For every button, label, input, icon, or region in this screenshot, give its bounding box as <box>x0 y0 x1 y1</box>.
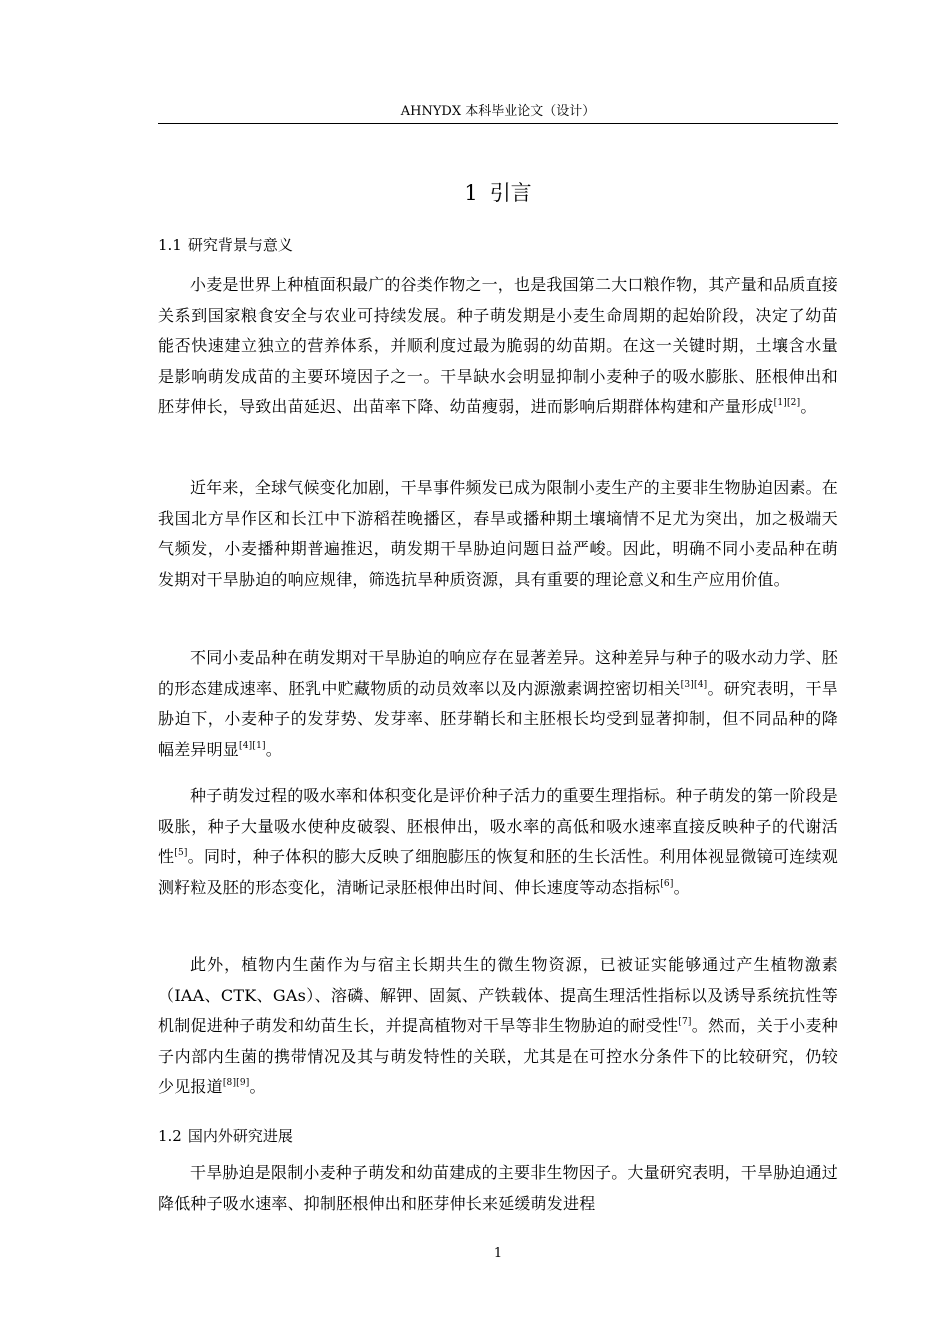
paragraph-text: 不同小麦品种在萌发期对干旱胁迫的响应存在显著差异。这种差异与种子的吸水动力学、胚的形态建成速率、胚乳中贮藏物质的动员效率以及内源激素调控密切相关 <box>158 648 839 698</box>
citation: [4][1] <box>239 740 266 751</box>
paragraph-text: 种子萌发过程的吸水率和体积变化是评价种子活力的重要生理指标。种子萌发的第一阶段是吸胀，种子大量吸水使种皮破裂、胚根伸出，吸水率的高低和吸水速率直接反映种子的代谢活性 <box>158 786 839 866</box>
paragraph-1 <box>158 270 838 423</box>
citation: [6] <box>660 878 674 889</box>
citation: [5] <box>174 848 188 858</box>
paragraph-end: 。 <box>249 1077 266 1096</box>
running-header: AHNYDX 本科毕业论文（设计） <box>400 104 596 119</box>
chapter-number: 1 <box>464 181 478 205</box>
page-number: 1 <box>493 1246 503 1261</box>
paragraph-text: 小麦是世界上种植面积最广的谷类作物之一，也是我国第二大口粮作物，其产量和品质直接关系到国家粮食安全与农业可持续发展。种子萌发期是小麦生命周期的起始阶段，决定了幼苗能否快速建立独立的营养体系，并顺利度过最为脆弱的幼苗期。在这一关键时期，土壤含水量是影响萌发成苗的主要环境因子之一。干旱缺水会明显抑制小麦种子的吸水膨胀、胚根伸出和胚芽伸长，导致出苗延迟、出苗率下降、幼苗瘦弱，进而影响后期群体构建和产量形成 <box>158 275 839 416</box>
paragraph-end: 。 <box>265 739 282 759</box>
citation: [7] <box>678 1017 692 1027</box>
paragraph-6 <box>158 1158 838 1219</box>
section-number: 1.2 <box>158 1127 182 1145</box>
paragraph-5 <box>158 950 838 1103</box>
paragraph-end: 。 <box>800 397 817 416</box>
paragraph-text: 。然而，关于小麦种子内部内生菌的携带情况及其与萌发特性的关联，尤其是在可控水分条件下的比较研究，仍较少见报道 <box>158 1016 838 1096</box>
paragraph-text: 。研究表明，干旱胁迫下，小麦种子的发芽势、发芽率、胚芽鞘长和主胚根长均受到显著抑制，但不同品种的降幅差异明显 <box>158 678 839 759</box>
section-title: 国内外研究进展 <box>187 1127 293 1145</box>
chapter-title <box>158 178 838 208</box>
chapter-title-text: 引言 <box>489 181 532 205</box>
section-heading-1-2 <box>158 1124 838 1148</box>
section-number: 1.1 <box>158 236 182 254</box>
section-heading-1-1 <box>158 233 838 257</box>
paragraph-4 <box>158 781 838 903</box>
paragraph-text: 近年来，全球气候变化加剧，干旱事件频发已成为限制小麦生产的主要非生物胁迫因素。在我国北方旱作区和长江中下游稻茬晚播区，春旱或播种期土壤墒情不足尤为突出，加之极端天气频发，小麦播种期普遍推迟，萌发期干旱胁迫问题日益严峻。因此，明确不同小麦品种在萌发期对干旱胁迫的响应规律，筛选抗旱种质资源，具有重要的理论意义和生产应用价值。 <box>158 478 839 589</box>
citation: [3][4] <box>680 679 708 690</box>
citation: [1][2] <box>773 398 801 408</box>
paragraph-end: 。 <box>673 877 690 897</box>
paragraph-3 <box>158 643 838 765</box>
citation: [8][9] <box>222 1078 250 1088</box>
paragraph-text: 干旱胁迫是限制小麦种子萌发和幼苗建成的主要非生物因子。大量研究表明，干旱胁迫通过降低种子吸水速率、抑制胚根伸出和胚芽伸长来延缓萌发进程 <box>158 1163 839 1213</box>
paragraph-2 <box>158 473 838 595</box>
header-rule <box>158 123 838 124</box>
paragraph-text: 。同时，种子体积的膨大反映了细胞膨压的恢复和胚的生长活性。利用体视显微镜可连续观测籽粒及胚的形态变化，清晰记录胚根伸出时间、伸长速度等动态指标 <box>158 847 838 897</box>
section-title: 研究背景与意义 <box>187 236 293 254</box>
paragraph-text: 此外，植物内生菌作为与宿主长期共生的微生物资源，已被证实能够通过产生植物激素（IAA、CTK、GAs）、溶磷、解钾、固氮、产铁载体、提高生理活性指标以及诱导系统抗性等机制促进种子萌发和幼苗生长，并提高植物对干旱等非生物胁迫的耐受性 <box>158 955 838 1035</box>
